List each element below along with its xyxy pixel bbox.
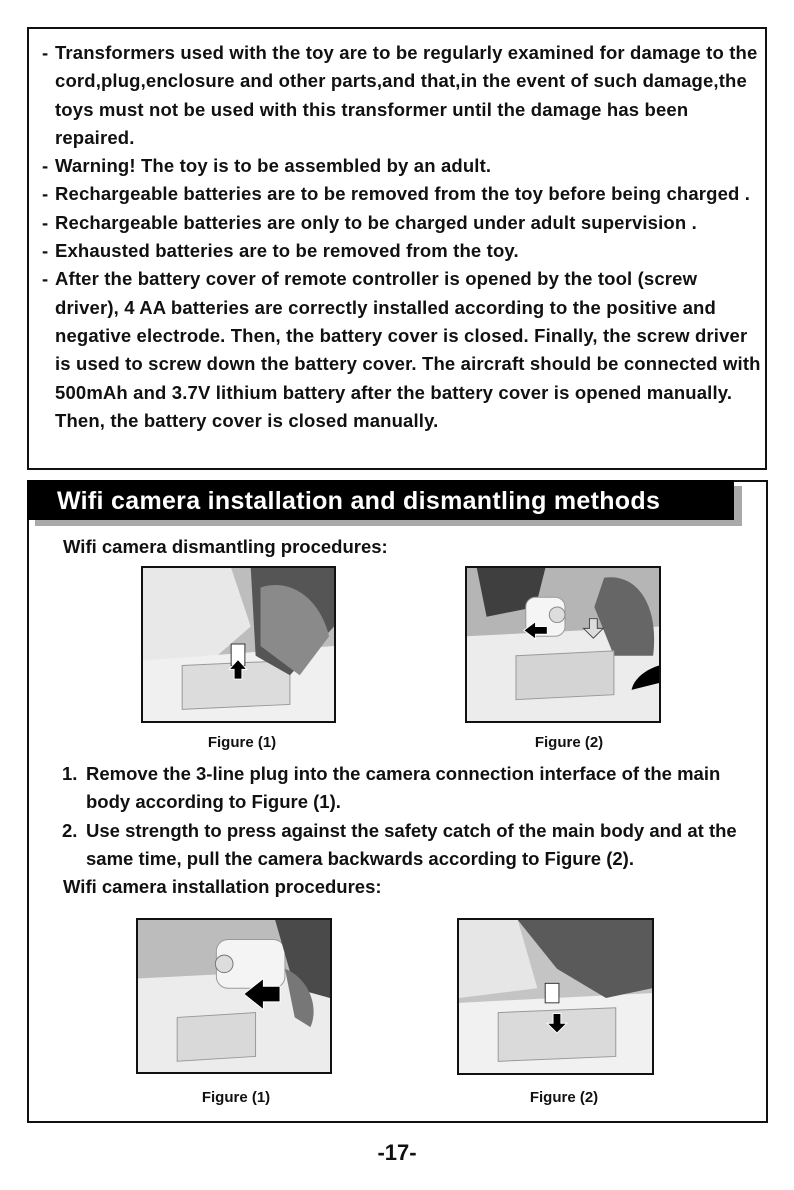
step-item — [62, 760, 762, 817]
dismantling-steps — [62, 760, 762, 873]
step-number: 2. — [62, 819, 78, 841]
warning-text: Rechargeable batteries are to be removed from the toy before being charged . — [55, 183, 751, 205]
warning-item — [42, 209, 764, 237]
step-text: Use strength to press against the safety catch of the main body and at the same time, pull the camera backwards according to Figure (2). — [86, 819, 737, 869]
section-banner — [27, 480, 742, 520]
bullet-dash: - — [42, 155, 49, 177]
install-figure-1-photo — [136, 918, 332, 1074]
page-number: -17- — [377, 1140, 417, 1165]
dismantle-figure-2-photo — [465, 566, 661, 723]
warning-item — [42, 265, 764, 435]
install-figure-1-caption: Figure (1) — [201, 1089, 271, 1106]
install-figure-2-photo — [457, 918, 654, 1075]
bullet-dash: - — [42, 211, 49, 233]
step-number: 1. — [62, 763, 78, 784]
dismantling-heading: Wifi camera dismantling procedures: — [63, 536, 388, 557]
step-item — [62, 817, 762, 874]
dismantle-figure-2-caption: Figure (2) — [534, 734, 604, 751]
warning-text: After the battery cover of remote controller is opened by the tool (screw driver), 4 AA batteries are correctly installed according to the positive and negative electrode. Then, the battery cover is closed. Finally, the screw driver is used to screw down the battery cover. The aircraft should be connected with 500mAh and 3.7V lithium battery after the battery cover is opened manually. Then, the battery cover is closed manually. — [55, 268, 761, 431]
dismantle-figure-1-caption: Figure (1) — [207, 734, 277, 751]
warning-text: Transformers used with the toy are to be regularly examined for damage to the cord,plug,enclosure and other parts,and that,in the event of such damage,the toys must not be used with this transformer until the damage has been repaired. — [55, 42, 758, 148]
dismantle-figure-1-photo — [141, 566, 336, 723]
warning-text: Warning! The toy is to be assembled by an adult. — [55, 155, 492, 177]
safety-warnings-list — [42, 39, 764, 435]
bullet-dash: - — [42, 42, 49, 63]
install-figure-2-caption: Figure (2) — [529, 1089, 599, 1106]
installation-heading: Wifi camera installation procedures: — [63, 876, 382, 897]
warning-text: Rechargeable batteries are only to be charged under adult supervision . — [55, 211, 697, 233]
bullet-dash: - — [42, 240, 49, 262]
warning-item — [42, 152, 764, 180]
warning-item — [42, 39, 764, 152]
warning-text: Exhausted batteries are to be removed from the toy. — [55, 240, 519, 262]
bullet-dash: - — [42, 268, 49, 290]
warning-item — [42, 180, 764, 208]
step-text: Remove the 3-line plug into the camera connection interface of the main body according to Figure (1). — [86, 763, 721, 813]
section-title: Wifi camera installation and dismantling methods — [57, 487, 661, 515]
bullet-dash: - — [42, 183, 49, 205]
warning-item — [42, 237, 764, 265]
